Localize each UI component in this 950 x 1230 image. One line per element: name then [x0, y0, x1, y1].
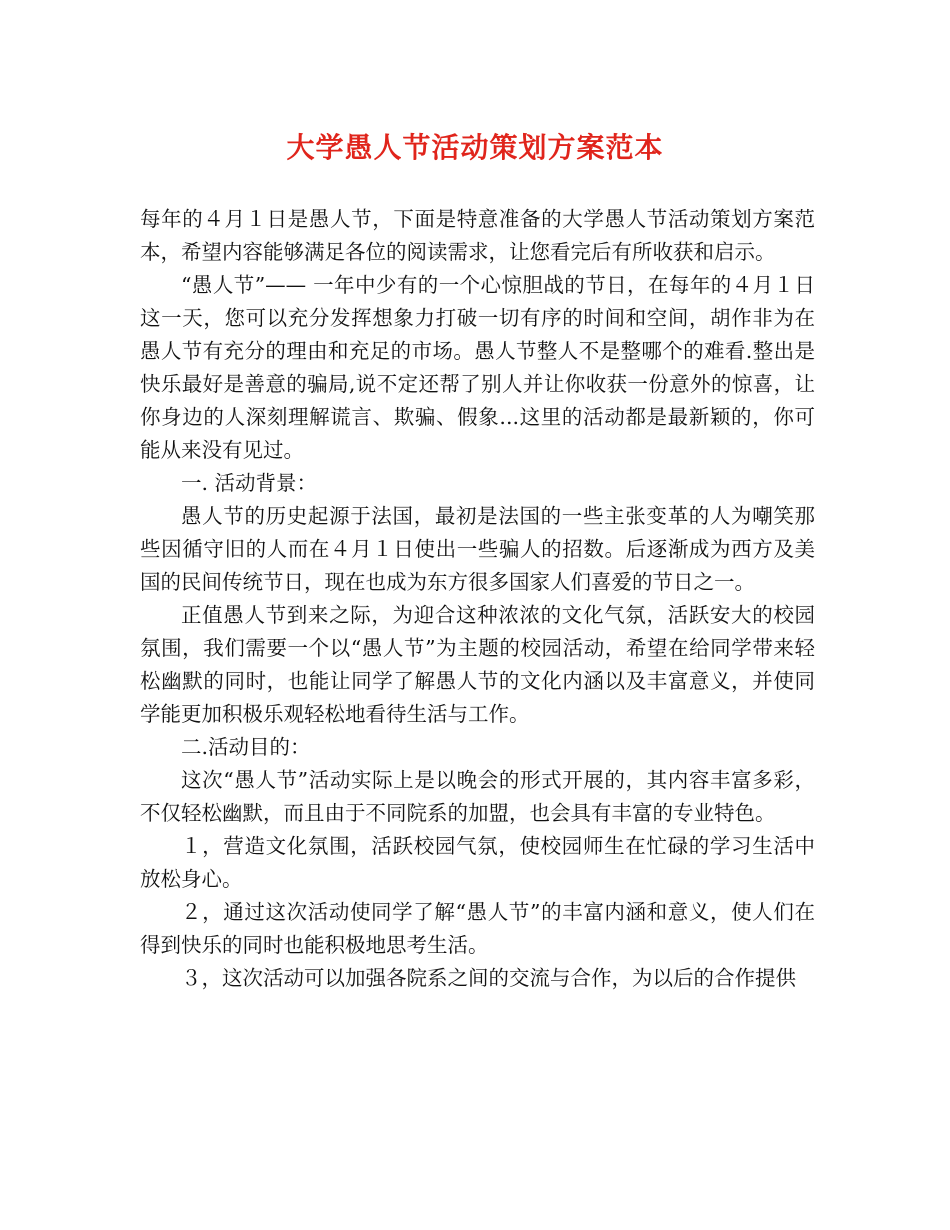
section-heading-purpose: 二.活动目的：: [181, 735, 311, 759]
list-item-purpose-1: １，营造文化氛围，活跃校园气氛，使校园师生在忙碌的学习生活中放松身心。: [140, 834, 815, 891]
paragraph-campus-context: 正值愚人节到来之际，为迎合这种浓浓的文化气氛，活跃安大的校园氛围，我们需要一个以“愚人节”为主题的校园活动，希望在给同学带来轻松幽默的同时，也能让同学了解愚人节的文化内涵以及丰富意义，并使同学能更加积极乐观轻松地看待生活与工作。: [140, 603, 815, 726]
paragraph-fools-day: “愚人节”—— 一年中少有的一个心惊胆战的节日，在每年的４月１日这一天，您可以充分发挥想象力打破一切有序的时间和空间，胡作非为在愚人节有充分的理由和充足的市场。愚人节整人不是整哪个的难看.整出是快乐最好是善意的骗局,说不定还帮了别人并让你收获一份意外的惊喜，让你身边的人深刻理解谎言、欺骗、假象...这里的活动都是最新颖的，你可能从来没有见过。: [140, 273, 815, 462]
list-item-purpose-3: ３，这次活动可以加强各院系之间的交流与合作，为以后的合作提供: [181, 966, 796, 990]
paragraph-history: 愚人节的历史起源于法国，最初是法国的一些主张变革的人为嘲笑那些因循守旧的人而在４月１日使出一些骗人的招数。后逐渐成为西方及美国的民间传统节日，现在也成为东方很多国家人们喜爱的节日之一。: [140, 504, 815, 594]
list-item-purpose-2: ２，通过这次活动使同学了解“愚人节”的丰富内涵和意义，使人们在得到快乐的同时也能积极地思考生活。: [140, 900, 815, 957]
document-title: 大学愚人节活动策划方案范本: [286, 131, 664, 164]
paragraph-intro: 每年的４月１日是愚人节，下面是特意准备的大学愚人节活动策划方案范本，希望内容能够满足各位的阅读需求，让您看完后有所收获和启示。: [140, 207, 815, 264]
section-heading-background: 一. 活动背景：: [181, 471, 318, 495]
paragraph-purpose-intro: 这次“愚人节”活动实际上是以晚会的形式开展的，其内容丰富多彩，不仅轻松幽默，而且由于不同院系的加盟，也会具有丰富的专业特色。: [140, 768, 815, 825]
document-body: [140, 203, 815, 995]
